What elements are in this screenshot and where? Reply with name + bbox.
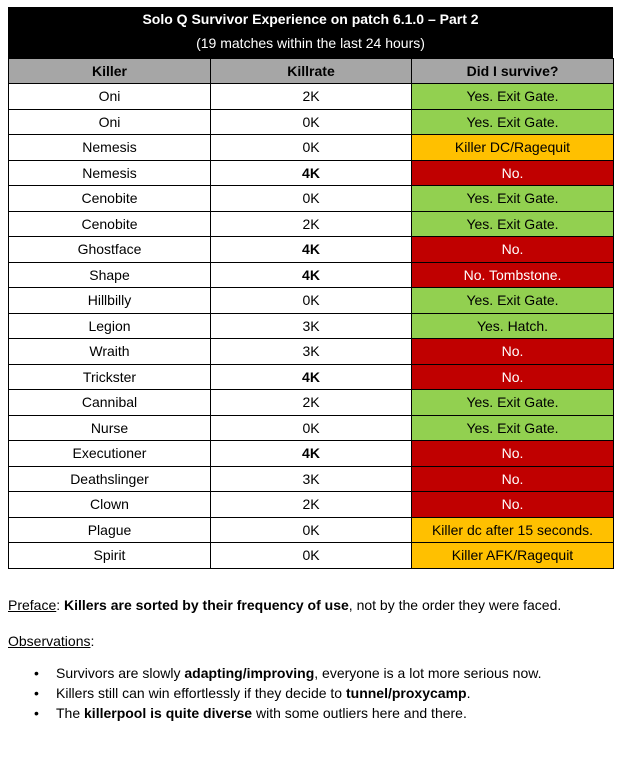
killer-cell: Deathslinger bbox=[9, 466, 211, 492]
killer-cell: Legion bbox=[9, 313, 211, 339]
killrate-cell: 2K bbox=[211, 390, 412, 416]
killer-cell: Cannibal bbox=[9, 390, 211, 416]
table-row bbox=[9, 339, 614, 365]
killer-cell: Hillbilly bbox=[9, 288, 211, 314]
preface-paragraph bbox=[8, 597, 613, 613]
result-cell: No. bbox=[412, 339, 614, 365]
killrate-cell: 4K bbox=[211, 237, 412, 263]
table-row bbox=[9, 288, 614, 314]
killrate-cell: 4K bbox=[211, 364, 412, 390]
killer-cell: Plague bbox=[9, 517, 211, 543]
preface-label: Preface bbox=[8, 597, 57, 613]
table-row bbox=[9, 415, 614, 441]
observation-text: . bbox=[466, 685, 471, 701]
table-row bbox=[9, 441, 614, 467]
table-row bbox=[9, 466, 614, 492]
observations-colon: : bbox=[90, 633, 95, 649]
killrate-cell: 3K bbox=[211, 339, 412, 365]
preface-bold: Killers are sorted by their frequency of use bbox=[64, 597, 349, 613]
sheet-subtitle: (19 matches within the last 24 hours) bbox=[196, 35, 425, 51]
notes-section bbox=[8, 597, 613, 723]
table-row bbox=[9, 262, 614, 288]
table-row bbox=[9, 211, 614, 237]
result-cell: No. bbox=[412, 466, 614, 492]
result-cell: Killer DC/Ragequit bbox=[412, 135, 614, 161]
killer-cell: Wraith bbox=[9, 339, 211, 365]
table-row bbox=[9, 237, 614, 263]
killrate-cell: 2K bbox=[211, 211, 412, 237]
bullet-icon: • bbox=[34, 665, 39, 681]
observation-bold: killerpool is quite diverse bbox=[84, 705, 253, 721]
results-table bbox=[8, 58, 614, 569]
preface-rest: , not by the order they were faced. bbox=[348, 597, 562, 613]
killer-cell: Nemesis bbox=[9, 135, 211, 161]
observation-text: Survivors are slowly bbox=[56, 665, 185, 681]
killrate-cell: 0K bbox=[211, 415, 412, 441]
killrate-cell: 2K bbox=[211, 84, 412, 110]
killer-cell: Clown bbox=[9, 492, 211, 518]
result-cell: No. Tombstone. bbox=[412, 262, 614, 288]
killer-cell: Executioner bbox=[9, 441, 211, 467]
result-cell: Yes. Exit Gate. bbox=[412, 390, 614, 416]
result-cell: No. bbox=[412, 237, 614, 263]
table-row bbox=[9, 390, 614, 416]
observation-item bbox=[34, 703, 613, 723]
observation-text: The bbox=[56, 705, 85, 721]
observation-item bbox=[34, 683, 613, 703]
bullet-icon: • bbox=[34, 685, 39, 701]
killrate-cell: 0K bbox=[211, 517, 412, 543]
table-row bbox=[9, 543, 614, 569]
killer-cell: Oni bbox=[9, 84, 211, 110]
table-row bbox=[9, 160, 614, 186]
killer-cell: Trickster bbox=[9, 364, 211, 390]
table-row bbox=[9, 186, 614, 212]
killrate-cell: 3K bbox=[211, 313, 412, 339]
killrate-cell: 4K bbox=[211, 441, 412, 467]
result-cell: No. bbox=[412, 364, 614, 390]
killer-cell: Cenobite bbox=[9, 211, 211, 237]
header-killrate: Killrate bbox=[211, 59, 412, 84]
observations-label: Observations bbox=[8, 633, 91, 649]
bullet-icon: • bbox=[34, 705, 39, 721]
observation-bold: tunnel/proxycamp bbox=[345, 685, 467, 701]
table-row bbox=[9, 364, 614, 390]
result-cell: Yes. Hatch. bbox=[412, 313, 614, 339]
killer-cell: Cenobite bbox=[9, 186, 211, 212]
killer-cell: Oni bbox=[9, 109, 211, 135]
killrate-cell: 2K bbox=[211, 492, 412, 518]
observation-text: Killers still can win effortlessly if they decide to bbox=[56, 685, 346, 701]
result-cell: No. bbox=[412, 160, 614, 186]
table-row bbox=[9, 492, 614, 518]
killer-cell: Nurse bbox=[9, 415, 211, 441]
killrate-cell: 0K bbox=[211, 109, 412, 135]
killrate-cell: 4K bbox=[211, 262, 412, 288]
result-cell: Yes. Exit Gate. bbox=[412, 288, 614, 314]
observation-text: with some outliers here and there. bbox=[252, 705, 467, 721]
killrate-cell: 0K bbox=[211, 543, 412, 569]
table-row bbox=[9, 313, 614, 339]
result-cell: Yes. Exit Gate. bbox=[412, 415, 614, 441]
observations-heading bbox=[8, 633, 613, 649]
result-cell: Yes. Exit Gate. bbox=[412, 211, 614, 237]
header-survived: Did I survive? bbox=[412, 59, 614, 84]
observation-item bbox=[34, 663, 613, 683]
table-row bbox=[9, 135, 614, 161]
title-bar bbox=[8, 7, 613, 58]
killer-cell: Spirit bbox=[9, 543, 211, 569]
header-row bbox=[9, 59, 614, 84]
header-killer: Killer bbox=[9, 59, 211, 84]
result-cell: No. bbox=[412, 441, 614, 467]
survivor-results-sheet bbox=[8, 7, 613, 569]
killer-cell: Ghostface bbox=[9, 237, 211, 263]
killrate-cell: 0K bbox=[211, 135, 412, 161]
table-row bbox=[9, 109, 614, 135]
killrate-cell: 3K bbox=[211, 466, 412, 492]
result-cell: Yes. Exit Gate. bbox=[412, 84, 614, 110]
table-row bbox=[9, 517, 614, 543]
killrate-cell: 4K bbox=[211, 160, 412, 186]
sheet-title: Solo Q Survivor Experience on patch 6.1.0 – Part 2 bbox=[142, 11, 479, 27]
result-cell: Killer AFK/Ragequit bbox=[412, 543, 614, 569]
preface-colon: : bbox=[56, 597, 65, 613]
result-cell: Yes. Exit Gate. bbox=[412, 186, 614, 212]
observation-text: , everyone is a lot more serious now. bbox=[314, 665, 542, 681]
result-cell: Killer dc after 15 seconds. bbox=[412, 517, 614, 543]
observation-bold: adapting/improving bbox=[184, 665, 315, 681]
killrate-cell: 0K bbox=[211, 186, 412, 212]
table-row bbox=[9, 84, 614, 110]
killrate-cell: 0K bbox=[211, 288, 412, 314]
result-cell: No. bbox=[412, 492, 614, 518]
observations-list bbox=[8, 663, 613, 723]
killer-cell: Nemesis bbox=[9, 160, 211, 186]
killer-cell: Shape bbox=[9, 262, 211, 288]
result-cell: Yes. Exit Gate. bbox=[412, 109, 614, 135]
